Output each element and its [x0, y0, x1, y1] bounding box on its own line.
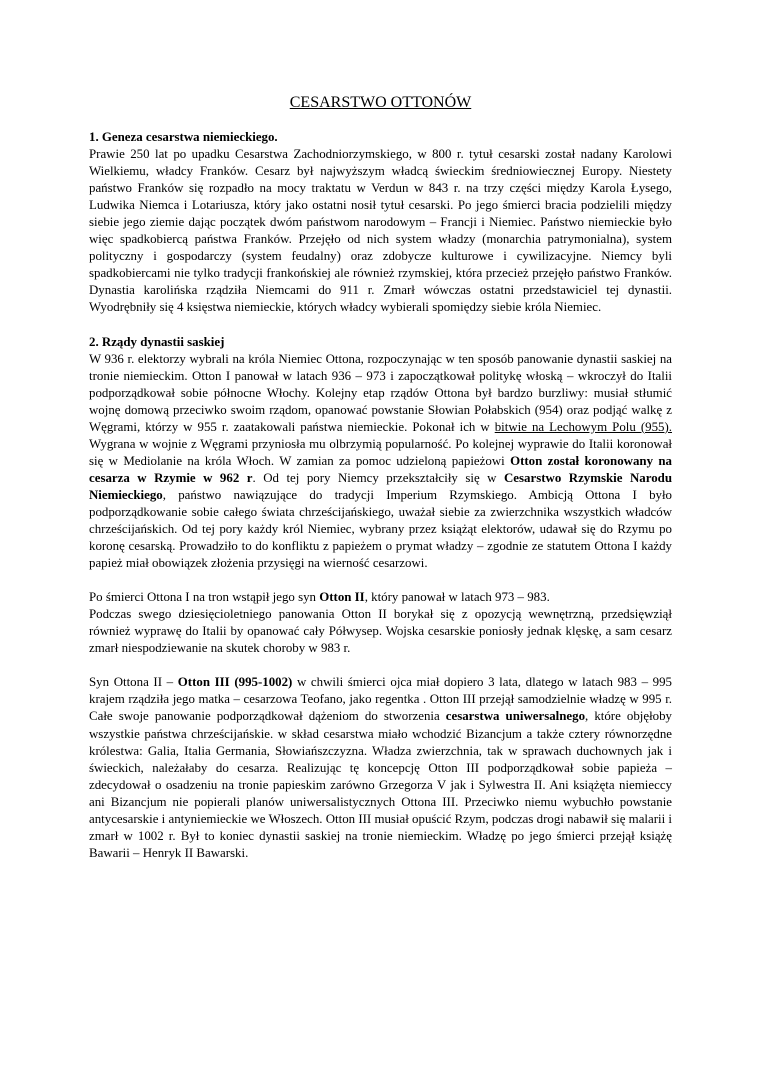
text-run: , który panował w latach 973 – 983.: [364, 590, 550, 605]
section-heading-saxon: 2. Rządy dynastii saskiej: [89, 334, 225, 349]
text-run: Wygrana w wojnie z Węgrami przyniosła mu olbrzymią popularność. Po kolejnej wyprawie do Italii koronował się w Mediolanie na króla Włoch. W zamian za pomoc udzieloną papieżowi: [89, 436, 672, 468]
section-genesis: [89, 129, 672, 317]
paragraph-gap: [89, 572, 672, 589]
paragraph-otto-ii-intro: [89, 589, 672, 606]
paragraph-gap: [89, 657, 672, 674]
text-run: Po śmierci Ottona I na tron wstąpił jego syn: [89, 590, 320, 605]
paragraph-otto-iii: [89, 674, 672, 862]
bold-otto-ii: Otton II: [319, 590, 365, 605]
document-page: [89, 94, 672, 862]
bold-coronation: Otton został koronowany na cesarza w Rzymie w 962 r: [89, 453, 672, 485]
text-run: W 936 r. elektorzy wybrali na króla Niemiec Ottona, rozpoczynając w ten sposób panowanie dynastii saskiej na tronie niemieckim. Otton I panował w latach 936 – 973 i zapoczątkował politykę włoską – wkroczył do Italii podporządkował sobie północne Włochy. Kolejny etap rządów Ottona był bardzo burzliwy: musiał stłumić wojnę domową przeciwko swoim rządom, opanować powstanie Słowian Połabskich (954) oraz podjąć walkę z Węgrami, którzy w 955 r. zaatakowali państwa niemieckie. Pokonał ich w: [89, 351, 672, 434]
bold-otto-iii: Otton III (995-1002): [177, 675, 293, 690]
paragraph-otto-ii: Podczas swego dziesięcioletniego panowania Otton II borykał się z opozycją wewnętrzną, przedsięwziął również wyprawę do Italii by opanować cały Półwysep. Wojska cesarskie poniosły jednak klęskę, a sam cesarz zmarł niespodziewanie na skutek choroby w 983 r.: [89, 607, 672, 656]
text-run: , państwo nawiązujące do tradycji Imperium Rzymskiego. Ambicją Ottona I było podporządkowanie sobie całego świata chrześcijańskiego, uważał siebie za zwierzchnika wszystkich władców chrześcijańskich. Od tej pory każdy król Niemiec, wybrany przez książąt elektorów, udawał się do Rzymu po koronę cesarską. Prowadziło to do konfliktu z papieżem o prymat władzy – zgodnie ze statutem Ottona I każdy papież miał obowiązek złożenia przysięgi na wierność cesarzowi.: [89, 487, 672, 571]
battle-lechfeld-link[interactable]: bitwie na Lechowym Polu (955).: [494, 419, 672, 434]
text-run: . Od tej pory Niemcy przekształciły się w: [252, 470, 504, 485]
text-run: Syn Ottona II –: [89, 675, 178, 690]
bold-universal-empire: cesarstwa uniwersalnego: [445, 709, 586, 724]
text-run: , które objęłoby wszystkie państwa chrześcijańskie. w skład cesarstwa miało wchodzić Bizancjum a także cztery równorzędne królestwa: Galia, Italia Germania, Słowiańszczyzna. Władza zwierzchnia, tak w sprawach duchownych jak i świeckich, należałaby do cesarza. Realizując tę koncepcję Otton III podporządkował sobie papieża – zdecydował o osadzeniu na tronie papieskim zarówno Grzegorza V jak i Sylwestra II. Ani książęta niemieccy ani Bizancjum nie popierali planów uniwersalistycznych Ottona III. Przeciwko niemu wybuchło powstanie antycesarskie i antyniemieckie we Włoszech. Otton III musiał opuścić Rzym, podczas drogi nabawił się malarii i zmarł w 1002 r. Był to koniec dynastii saskiej na tronie niemieckim. Władzę po jego śmierci przejął książę Bawarii – Henryk II Bawarski.: [89, 709, 672, 860]
paragraph-genesis: Prawie 250 lat po upadku Cesarstwa Zachodniorzymskiego, w 800 r. tytuł cesarski został nadany Karolowi Wielkiemu, władcy Franków. Cesarz był najwyższym władcą świeckim średniowiecznej Europy. Niestety państwo Franków się rozpadło na mocy traktatu w Verdun w 843 r. na trzy części między Karola Łysego, Ludwika Niemca i Lotariusza, który jako ostatni nosił tytuł cesarski. Po jego śmierci bracia podzielili między siebie jego ziemie dając początek dwóm państwom narodowym – Francji i Niemiec. Państwo niemieckie było więc spadkobiercą państwa Franków. Przejęło od nich system władzy (monarchia patrymonialna), system polityczny i gospodarczy (system feudalny) oraz zdobycze kulturowe i cywilizacyjne. Niemcy byli spadkobiercami nie tylko tradycji frankońskiej ale również rzymskiej, która przecież przejęło państwo Franków. Dynastia karolińska rządziła Niemcami do 911 r. Zmarł wówczas ostatni przedstawiciel tej dynastii. Wyodrębniły się 4 księstwa niemieckie, których władcy wybierali spomiędzy siebie króla Niemiec.: [89, 147, 672, 315]
bold-holy-roman-empire: Cesarstwo Rzymskie Narodu Niemieckiego: [89, 470, 672, 502]
section-heading-genesis: 1. Geneza cesarstwa niemieckiego.: [89, 130, 278, 144]
paragraph-gap: [89, 317, 672, 334]
section-saxon-dynasty: [89, 334, 672, 862]
text-run: w chwili śmierci ojca miał dopiero 3 lata, dlatego w latach 983 – 995 krajem rządziła jego matka – cesarzowa Teofano, jako regentka . Otton III przejął samodzielnie władzę w 995 r. Całe swoje panowanie podporządkował dążeniom do stworzenia: [89, 675, 672, 724]
paragraph-otto-i: [89, 351, 672, 573]
document-title: CESARSTWO OTTONÓW: [289, 94, 472, 111]
